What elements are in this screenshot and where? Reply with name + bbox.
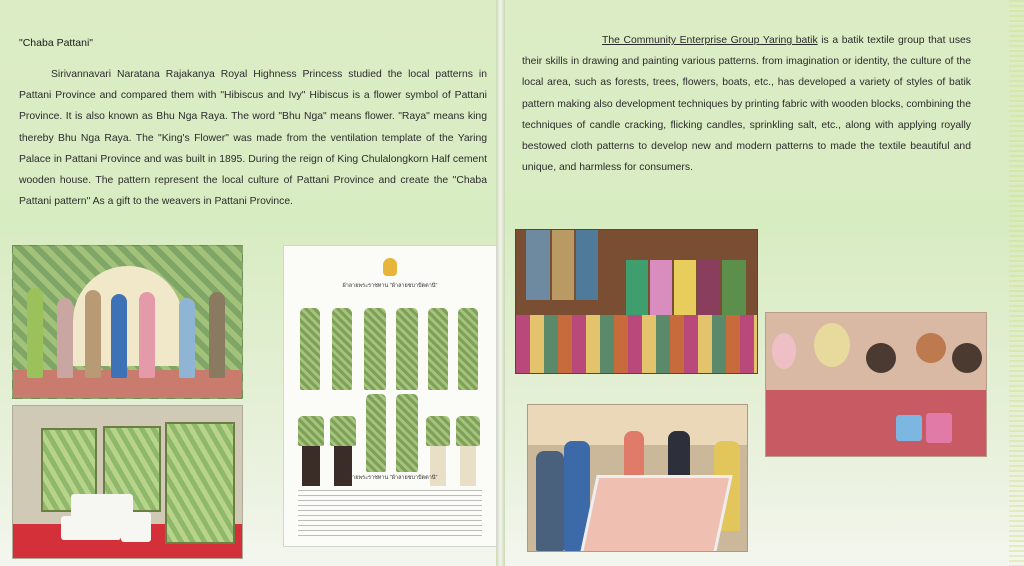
- garment: [396, 308, 418, 390]
- garment: [364, 308, 386, 390]
- ceremony-photo: [12, 245, 243, 399]
- person: [952, 343, 982, 373]
- person: [916, 333, 946, 363]
- document-footer: ผ้าลายพระราชทาน "ผ้าลายชบาปัตตานี": [342, 475, 438, 481]
- hanging-cloth: [722, 260, 746, 320]
- display-stand: [121, 512, 151, 542]
- batik-shop-photo: [515, 229, 758, 374]
- left-paragraph-text: Sirivannavari Naratana Rajakanya Royal Highness Princess studied the local patterns in Pattani Province and compared them with "Hibiscus and Ivy" Hibiscus is a flower symbol of Pattani Province. It is also known as Bhu Nga Raya. The word "Bhu Nga" means flower. "Raya" means king thereby Bhu Nga Raya. The "King's Flower" was made from the ventilation template of the Yaring Palace in Pattani Province and was built in 1895. During the reign of King Chulalongkorn Half cement wooden house. The pattern represent the local culture of Pattani Province and create the "Chaba Pattani pattern" As a gift to the weavers in Pattani Province.: [19, 69, 487, 208]
- hanging-cloth: [526, 230, 550, 300]
- person: [85, 290, 101, 378]
- stage-floor: [13, 370, 242, 398]
- person: [866, 343, 896, 373]
- display-stand: [61, 516, 121, 540]
- hanging-cloth: [552, 230, 574, 300]
- batik-mat: [579, 475, 732, 552]
- garment: [330, 416, 356, 446]
- scan-artifact: [1009, 0, 1024, 566]
- garment: [428, 308, 448, 390]
- person: [209, 292, 225, 378]
- garment: [298, 416, 324, 446]
- person: [111, 294, 127, 378]
- left-paragraph: [19, 64, 487, 212]
- batik-display-photo: [12, 405, 243, 559]
- hanging-cloth: [650, 260, 672, 320]
- hanging-cloth: [698, 260, 720, 320]
- right-paragraph: [522, 30, 971, 178]
- workshop-photo: [765, 312, 987, 457]
- dye-cup: [926, 413, 952, 443]
- work-table-cloth: [766, 390, 986, 456]
- garment: [332, 308, 352, 390]
- hanging-cloth: [674, 260, 696, 320]
- hanging-cloth: [626, 260, 648, 320]
- person: [139, 292, 155, 378]
- person: [814, 323, 850, 367]
- section-title: "Chaba Pattani": [19, 37, 94, 49]
- royal-emblem-icon: [383, 258, 397, 276]
- garment: [426, 416, 450, 446]
- batik-panel: [165, 422, 235, 544]
- fine-print-block: [298, 490, 482, 536]
- person: [536, 451, 564, 551]
- fabric-table: [516, 315, 757, 373]
- hanging-cloth: [576, 230, 598, 300]
- garment: [396, 394, 418, 472]
- person: [57, 298, 73, 378]
- document-header: ผ้าลายพระราชทาน "ผ้าลายชบาปัตตานี": [342, 283, 438, 289]
- dye-cup: [896, 415, 922, 441]
- garment: [300, 308, 320, 390]
- enterprise-link[interactable]: The Community Enterprise Group Yaring batik: [602, 35, 818, 46]
- garment: [366, 394, 386, 472]
- person: [772, 333, 796, 369]
- pattern-document-image: [283, 245, 497, 547]
- person: [179, 298, 195, 378]
- garment: [456, 416, 480, 446]
- book-gutter: [496, 0, 505, 566]
- garment: [458, 308, 478, 390]
- batik-mat-photo: [527, 404, 748, 552]
- person: [27, 288, 43, 378]
- right-paragraph-text: is a batik textile group that uses their skills in drawing and painting various patterns. from imagination or identity, the culture of the local area, such as forests, trees, flowers, boats, etc., has developed a variety of styles of batik pattern making also development techniques by printing fabric with wooden blocks, combining the techniques of candle cracking, flicking candles, sprinkling salt, etc., along with applying royally bestowed cloth patterns to develop new and modern patterns to made the textile beautiful and unique, and harmless for consumers.: [522, 35, 972, 174]
